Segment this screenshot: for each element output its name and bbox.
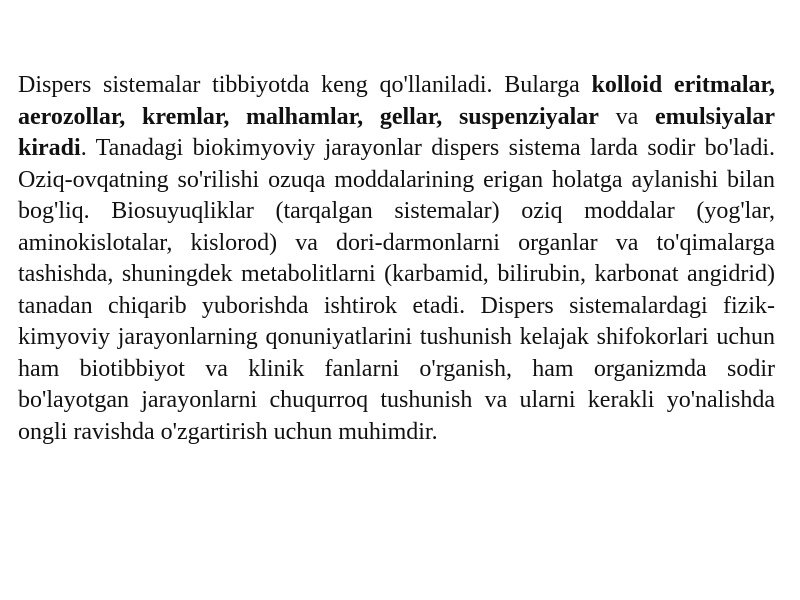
paragraph-text-body: . Tanadagi biokimyoviy jarayonlar dispers sistema larda sodir bo'ladi. Oziq-ovqatning so'rilishi ozuqa moddalarining erigan holatga aylanishi bilan bog'liq. Biosuyuqliklar (tarqalgan sistemalar) oziq moddalar (yog'lar, aminokislotalar, kislorod) va dori-darmonlarni organlar va to'qimalarga tashishda, shuningdek metabolitlarni (karbamid, bilirubin, karbonat angidrid) tanadan chiqarib yuborishda ishtirok etadi. Dispers sistemalardagi fizik-kimyoviy jarayonlarning qonuniyatlarini tushunish kelajak shifokorlari uchun ham biotibbiyot va klinik fanlarni o'rganish, ham organizmda sodir bo'layotgan jarayonlarni chuqurroq tushunish va ularni kerakli yo'nalishda ongli ravishda o'zgartirish uchun muhimdir. xyxy=(18,135,775,445)
body-paragraph xyxy=(18,70,775,448)
paragraph-bold-list: kolloid eritmalar, aerozollar, kremlar, malhamlar, gellar, suspenziyalar xyxy=(18,72,776,130)
paragraph-text-conjunction: va xyxy=(598,103,655,130)
paragraph-bold-emulsions: emulsiyalar kiradi xyxy=(18,103,775,161)
paragraph-text-intro: Dispers sistemalar tibbiyotda keng qo'llaniladi. Bularga xyxy=(18,72,592,98)
